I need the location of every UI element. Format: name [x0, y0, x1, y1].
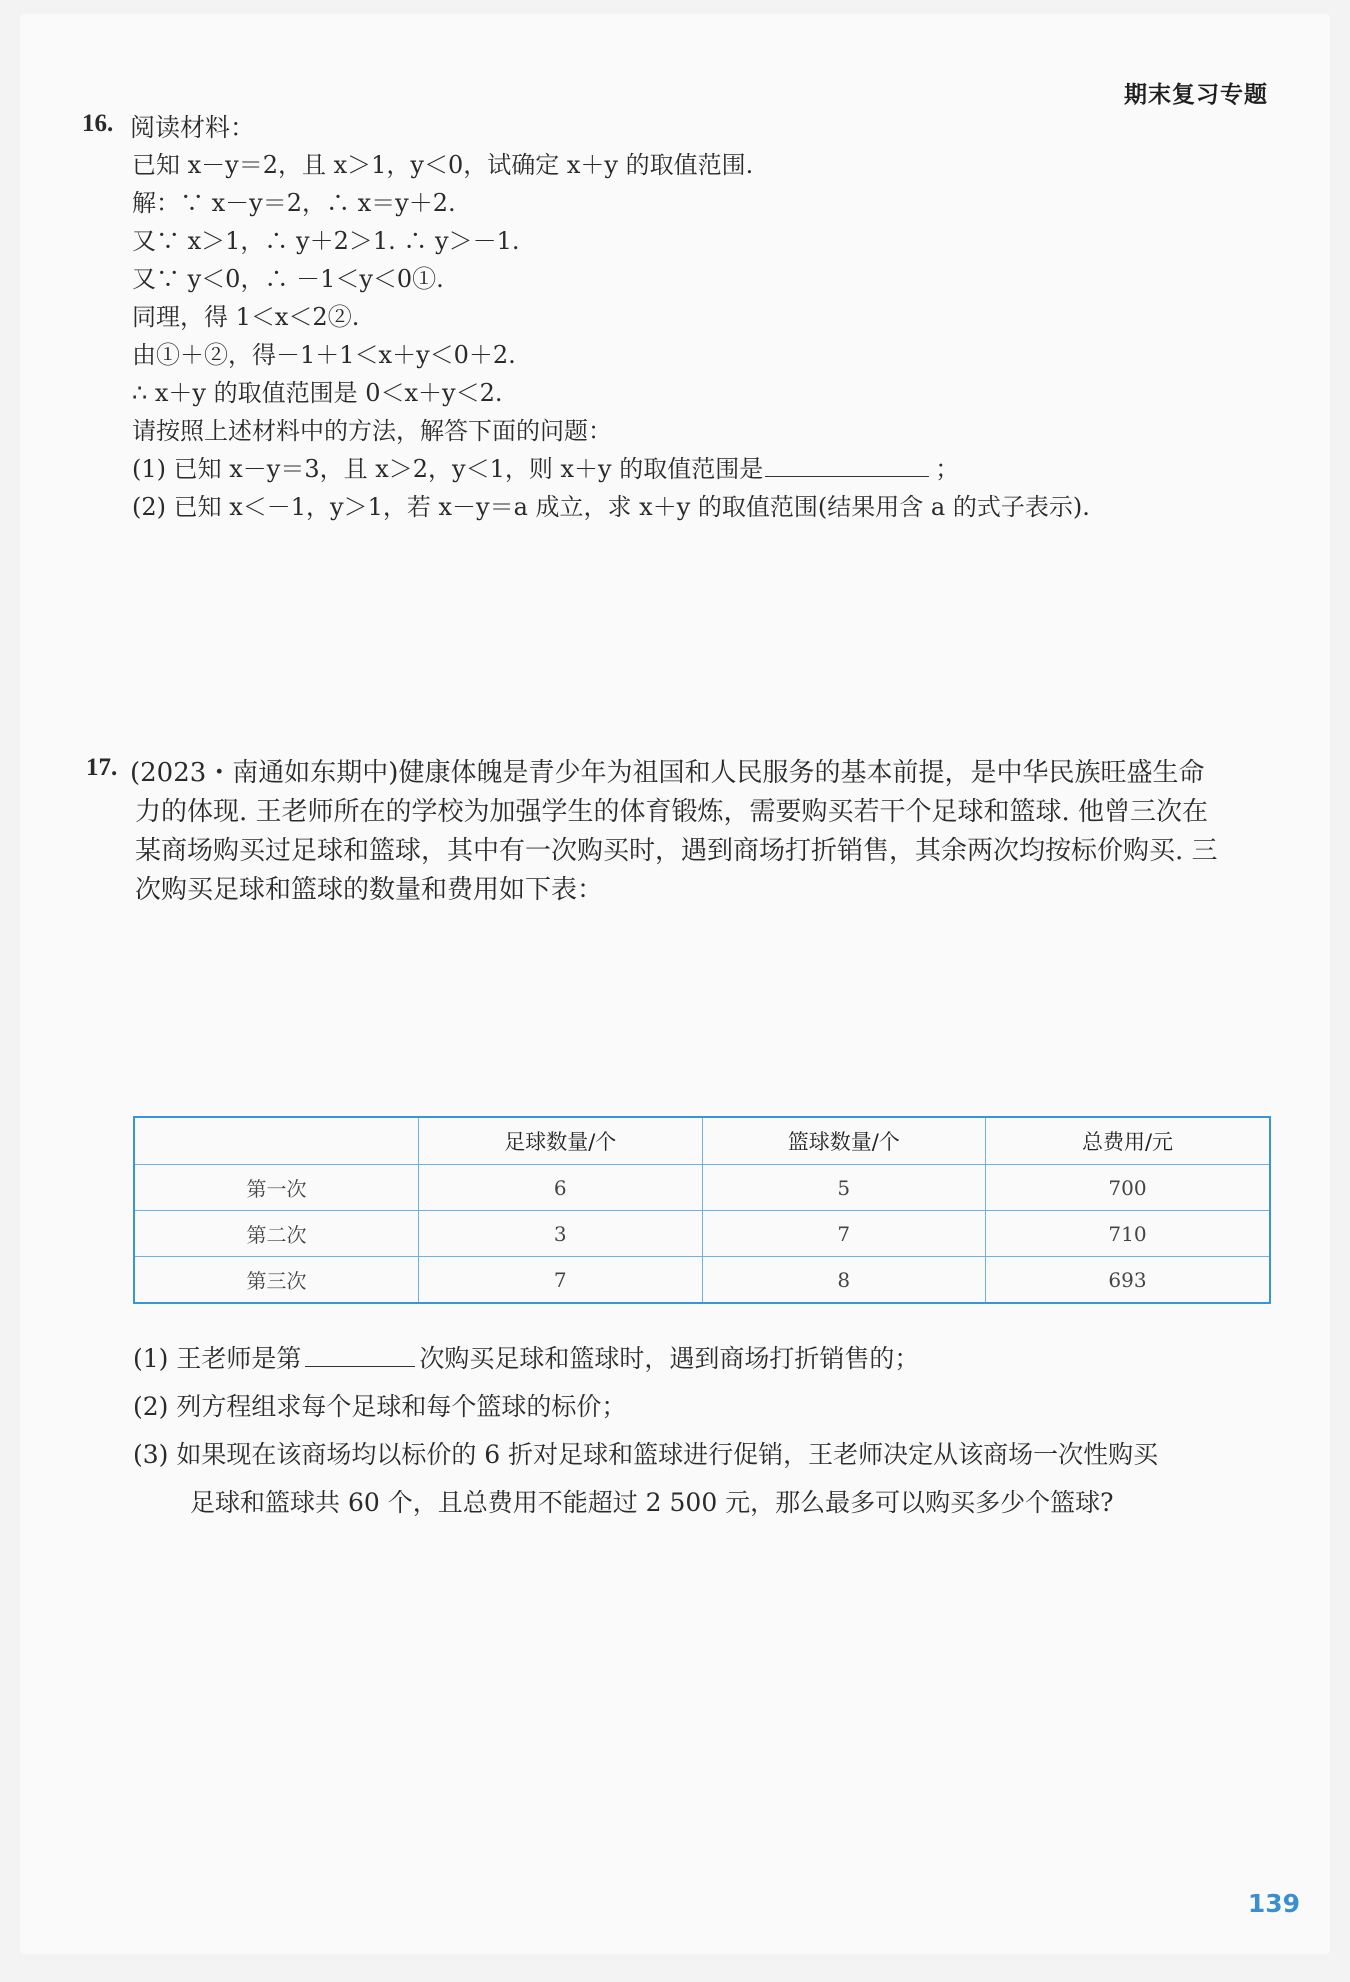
q17-part2: (2) 列方程组求每个足球和每个篮球的标价；: [133, 1392, 627, 1421]
q16-part1: [132, 449, 959, 484]
q17-part3: (3) 如果现在该商场均以标价的 6 折对足球和篮球进行促销，王老师决定从该商场一次性购买: [133, 1440, 1159, 1469]
q16-line: 由①＋②，得－1＋1＜x＋y＜0＋2.: [132, 341, 516, 369]
q16-line: 又∵ x＞1，∴ y＋2＞1. ∴ y＞－1.: [132, 227, 520, 255]
q17-line: 力的体现. 王老师所在的学校为加强学生的体育锻炼，需要购买若干个足球和篮球. 他曾三次在: [135, 797, 1209, 827]
q16-line: 已知 x－y＝2，且 x＞1，y＜0，试确定 x＋y 的取值范围.: [132, 151, 754, 179]
q16-part2: (2) 已知 x＜－1，y＞1，若 x－y＝a 成立，求 x＋y 的取值范围(结果用含 a 的式子表示).: [132, 493, 1090, 521]
table-cell: 7: [419, 1257, 703, 1302]
q17-line: 次购买足球和篮球的数量和费用如下表：: [135, 875, 604, 905]
q17-part1-text: (1) 王老师是第: [133, 1344, 302, 1373]
table-header-cell: [135, 1118, 419, 1165]
table-cell: 8: [702, 1257, 986, 1302]
q16-part1-tail: ；: [935, 455, 960, 483]
answer-blank[interactable]: [305, 1344, 415, 1367]
q16-line: 同理，得 1＜x＜2②.: [132, 303, 360, 331]
page-number: 139: [1247, 1889, 1300, 1918]
table-row: [135, 1165, 1269, 1211]
q17-line: (2023・南通如东期中)健康体魄是青少年为祖国和人民服务的基本前提，是中华民族旺盛生命: [130, 758, 1205, 788]
table-header-cell: 足球数量/个: [419, 1118, 703, 1165]
table-cell: 3: [419, 1211, 703, 1257]
table-cell: 5: [702, 1165, 986, 1211]
table-header-cell: 总费用/元: [986, 1118, 1270, 1165]
section-title: 期末复习专题: [1124, 82, 1268, 108]
q16-line: 又∵ y＜0，∴ －1＜y＜0①.: [132, 265, 444, 293]
q16-part1-text: (1) 已知 x－y＝3，且 x＞2，y＜1，则 x＋y 的取值范围是: [132, 455, 764, 483]
table-row: [135, 1211, 1269, 1257]
workbook-page: [20, 14, 1330, 1954]
q16-line: ∴ x＋y 的取值范围是 0＜x＋y＜2.: [132, 379, 503, 407]
question-17-number: 17.: [86, 754, 118, 781]
table-cell: 693: [986, 1257, 1270, 1302]
q17-part1-tail: 次购买足球和篮球时，遇到商场打折销售的；: [419, 1344, 920, 1373]
table-cell: 第一次: [135, 1165, 419, 1211]
q16-line: 请按照上述材料中的方法，解答下面的问题：: [132, 417, 612, 445]
table-cell: 710: [986, 1211, 1270, 1257]
purchase-table: [133, 1116, 1271, 1304]
table-cell: 700: [986, 1165, 1270, 1211]
q16-line: 解：∵ x－y＝2，∴ x＝y＋2.: [132, 189, 456, 217]
question-16-number: 16.: [82, 110, 114, 137]
table-cell: 第二次: [135, 1211, 419, 1257]
table-header-row: [135, 1118, 1269, 1165]
question-16-title: 阅读材料：: [130, 113, 256, 142]
table-cell: 7: [702, 1211, 986, 1257]
q17-part3-continued: 足球和篮球共 60 个，且总费用不能超过 2 500 元，那么最多可以购买多少个篮球?: [190, 1488, 1114, 1517]
answer-blank[interactable]: [765, 454, 929, 477]
table-cell: 第三次: [135, 1257, 419, 1302]
table-row: [135, 1257, 1269, 1302]
q17-part1: [133, 1339, 919, 1375]
q17-line: 某商场购买过足球和篮球，其中有一次购买时，遇到商场打折销售，其余两次均按标价购买. 三: [135, 836, 1218, 866]
table-cell: 6: [419, 1165, 703, 1211]
table-header-cell: 篮球数量/个: [702, 1118, 986, 1165]
